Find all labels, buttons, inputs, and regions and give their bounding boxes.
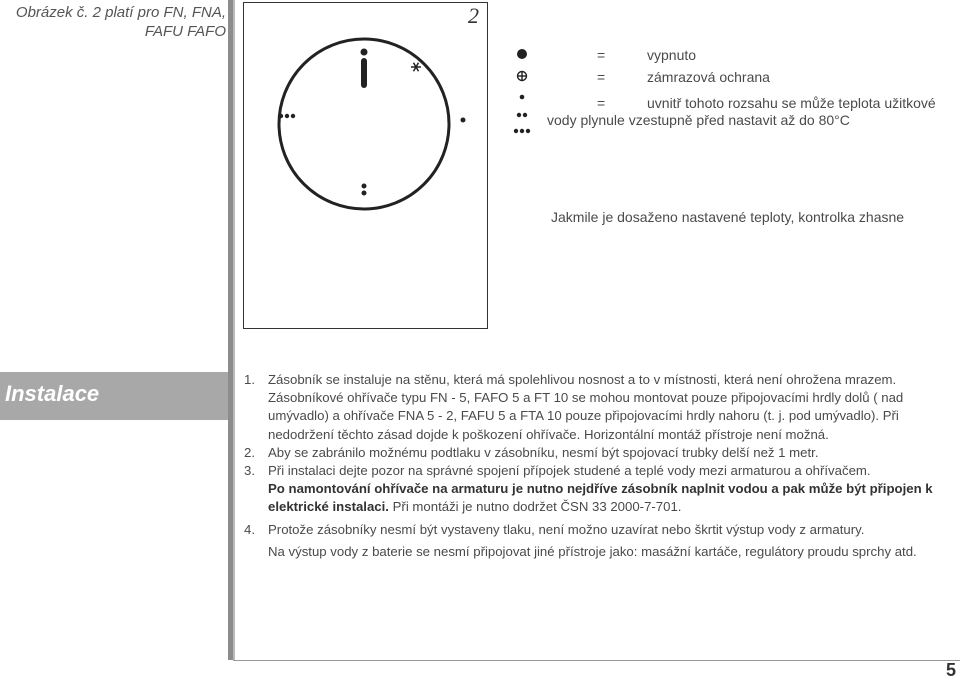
list-item-3 [244, 462, 960, 480]
list-item-text: Aby se zabránilo možnému podtlaku v zásobníku, nesmí být spojovací trubky delší než 1 metr. [268, 444, 819, 460]
warning-bold-text: Po namontování ohřívače na armaturu je nutno nejdříve zásobník naplnit vodou a pak může být připojen k elektrické instalaci. [268, 481, 933, 515]
norm-reference-text: Při montáži je nutno dodržet ČSN 33 2000-7-701. [388, 499, 682, 515]
list-item-number: 4. [244, 521, 255, 537]
list-item-1 [244, 371, 960, 444]
list-item-3-paragraph [244, 480, 960, 516]
legend-range-line-1: uvnitř tohoto rozsahu se může teplota užitkové [647, 95, 936, 111]
legend-symbols [508, 40, 538, 140]
legend-two-dots-icon [517, 113, 527, 117]
figure-caption [6, 3, 226, 41]
legend-range-line-2: vody plynule vzestupně před nastavit až do 80°C [547, 112, 850, 128]
legend-one-dot-icon [520, 95, 525, 100]
list-item-text: Protože zásobníky nesmí být vystaveny tlaku, není možno uzavírat nebo škrtit výstup vody z armatury. [268, 521, 865, 537]
list-item-text: Zásobník se instaluje na stěnu, která má spolehlivou nosnost a to v místnosti, která není ohrožena mrazem. Zásobníkové ohřívače typu FN - 5, FAFO 5 a FT 10 se mohou montovat pouze připojovacími hrdly dolů ( nad umývadlo) a ohřívače FNA 5 - 2, FAFU 5 a FTA 10 pouze připojovacími hrdly nahoru (t. j. pod umývadlo). Při nedodržení těchto zásad dojde k poškození ohřívače. Horizontální montáž přístroje není možná. [268, 372, 904, 442]
dial-right-dot [461, 118, 466, 123]
caption-line-1: Obrázek č. 2 platí pro FN, FNA, [15, 4, 226, 21]
dial-pointer [361, 58, 367, 88]
legend-equals-2: = [597, 69, 606, 85]
thermostat-dial-diagram [243, 2, 488, 329]
snowflake-icon [411, 63, 421, 72]
section-header [0, 372, 228, 420]
dial-top-dot [361, 49, 368, 56]
page-number: 5 [945, 660, 956, 680]
list-item-4-paragraph: Na výstup vody z baterie se nesmí připojovat jiné přístroje jako: masážní kartáče, regulátory proudu sprchy atd. [268, 543, 917, 559]
indicator-note: Jakmile je dosaženo nastavené teploty, kontrolka zhasne [551, 209, 905, 225]
instruction-list [244, 371, 960, 561]
right-vertical-bar [233, 0, 235, 660]
dial-bottom-two-dots [362, 184, 367, 196]
legend-three-dots-icon [514, 129, 530, 133]
list-item-number: 1. [244, 372, 255, 387]
legend-equals-3: = [597, 95, 606, 111]
list-item-2 [244, 444, 960, 462]
legend-off-dot-icon [517, 49, 527, 59]
list-item-number: 2. [244, 444, 255, 460]
legend-snowflake-icon [517, 71, 527, 81]
section-title: Instalace [5, 381, 100, 406]
figure-number: 2 [468, 3, 479, 28]
legend-off-text: vypnuto [647, 47, 697, 63]
list-item-number: 3. [244, 463, 255, 479]
legend-frost-text: zámrazová ochrana [647, 69, 770, 85]
footer-rule [233, 660, 960, 661]
legend-equals-1: = [597, 47, 606, 63]
list-item-text: Při instalaci dejte pozor na správné spojení přípojek studené a teplé vody mezi armaturou a ohřívačem. [268, 463, 871, 479]
list-item-4 [244, 521, 960, 539]
caption-line-2: FAFU FAFO [144, 23, 226, 40]
dial-left-three-dots [279, 114, 295, 118]
